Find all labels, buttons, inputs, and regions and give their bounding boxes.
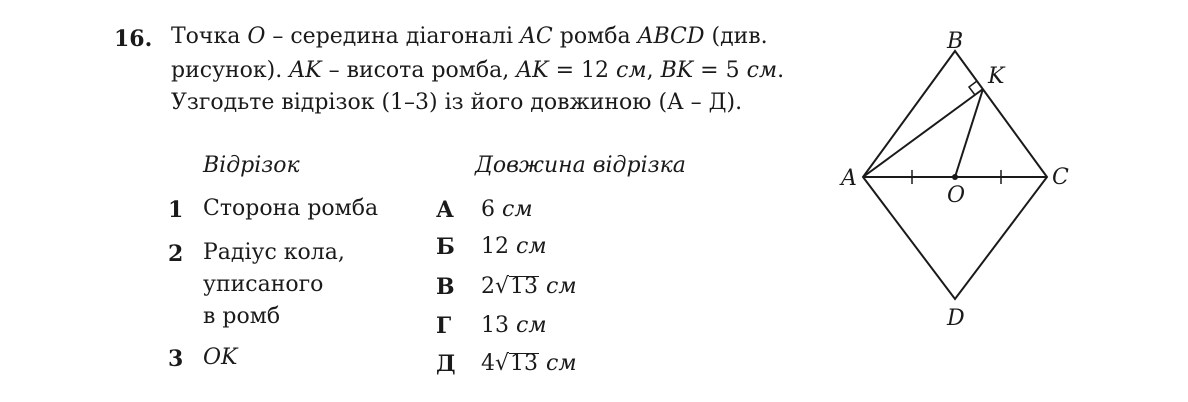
- segment-ak: AK: [516, 58, 549, 83]
- number: 12: [481, 234, 509, 259]
- number: 4: [481, 351, 495, 376]
- radicand: 13: [510, 274, 539, 299]
- segment-number-2: 2: [168, 241, 184, 267]
- unit: см: [546, 274, 577, 299]
- text: .: [777, 58, 785, 83]
- text: ,: [646, 58, 661, 83]
- vertex-a-label: A: [841, 166, 857, 191]
- text: Точка: [171, 24, 248, 49]
- segment-ok: [955, 89, 983, 177]
- segment-bk: BK: [660, 58, 694, 83]
- number: 13: [481, 313, 509, 338]
- answer-letter-v: В: [436, 274, 455, 300]
- rhombus-name: ABCD: [637, 24, 705, 49]
- text: рисунок).: [171, 58, 290, 83]
- right-angle-mark: [969, 81, 977, 95]
- segment-line: Радіус кола,: [203, 240, 345, 265]
- vertex-k-label: K: [988, 64, 1005, 89]
- segment-line: в ромб: [203, 304, 281, 329]
- segment-line: уписаного: [203, 272, 324, 297]
- text: = 12: [548, 58, 616, 83]
- answer-letter-d: Д: [436, 351, 456, 377]
- number: 2: [481, 274, 495, 299]
- answer-letter-a: А: [436, 197, 454, 223]
- segment-number-3: 3: [168, 346, 184, 372]
- answer-letter-b: Б: [436, 234, 455, 260]
- unit: см: [546, 351, 577, 376]
- answer-letter-g: Г: [436, 313, 452, 339]
- left-column-header: Відрізок: [203, 153, 300, 178]
- text: ромба: [552, 24, 638, 49]
- height-ak: [863, 89, 983, 177]
- segment-line: OK: [203, 345, 238, 370]
- task-line-3: Узгодьте відрізок (1–3) із його довжиною (А – Д).: [171, 90, 743, 115]
- text: = 5: [693, 58, 747, 83]
- right-column-header: Довжина відрізка: [475, 153, 686, 178]
- unit: см: [746, 58, 778, 83]
- segment-line: Сторона ромба: [203, 196, 379, 221]
- text: (див.: [704, 24, 768, 49]
- unit: см: [616, 58, 647, 83]
- segment-number-1: 1: [168, 197, 184, 223]
- point-o-dot: [952, 174, 958, 180]
- unit: см: [502, 197, 533, 222]
- segment-ak: AK: [289, 58, 322, 83]
- text: – середина діагоналі: [265, 24, 521, 49]
- unit: см: [516, 234, 547, 259]
- point-o: O: [247, 24, 266, 49]
- sqrt-icon: √: [495, 351, 510, 376]
- vertex-b-label: B: [947, 29, 964, 54]
- vertex-d-label: D: [947, 306, 965, 331]
- number: 6: [481, 197, 495, 222]
- radicand: 13: [510, 351, 539, 376]
- text: – висота ромба,: [321, 58, 517, 83]
- unit: см: [516, 313, 547, 338]
- vertex-c-label: C: [1052, 165, 1069, 190]
- task-number: 16.: [114, 26, 153, 52]
- vertex-o-label: O: [947, 183, 966, 208]
- segment-ac: AC: [520, 24, 553, 49]
- sqrt-icon: √: [495, 274, 510, 299]
